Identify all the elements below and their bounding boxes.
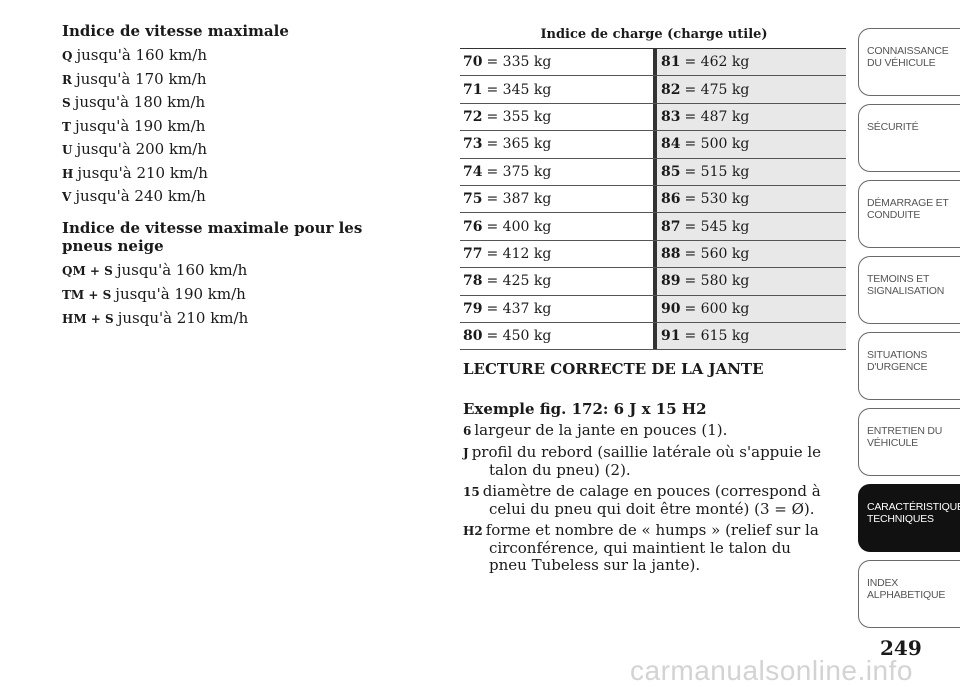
table-cell: 81 = 462 kg (653, 49, 846, 75)
list-item: R jusqu'à 170 km/h (62, 69, 207, 88)
table-cell: 85 = 515 kg (653, 159, 846, 185)
wheel-section (463, 360, 833, 578)
wheel-section-title: LECTURE CORRECTE DE LA JANTE (463, 360, 764, 378)
table-row (460, 213, 846, 240)
table-cell: 70 = 335 kg (463, 54, 552, 71)
table-row (460, 159, 846, 186)
tab-situations-d-urgence[interactable]: SITUATIONS D'URGENCE (858, 332, 960, 400)
page-number: 249 (880, 636, 922, 660)
list-item: T jusqu'à 190 km/h (62, 116, 206, 135)
list-item: 15 diamètre de calage en pouces (correspond à celui du pneu qui doit être monté) (3 = Ø). (463, 482, 821, 518)
load-index-title: Indice de charge (charge utile) (540, 27, 768, 42)
tab-temoins-et-signalisation[interactable]: TEMOINS ET SIGNALISATION (858, 256, 960, 324)
list-item: J profil du rebord (saillie latérale où s'appuie le talon du pneu) (2). (463, 443, 822, 479)
speed-index-list (62, 44, 422, 209)
list-item: Q jusqu'à 160 km/h (62, 46, 207, 64)
snow-index-list (62, 259, 422, 331)
list-item: H jusqu'à 210 km/h (62, 163, 208, 182)
tab-caracteristiques-techniques[interactable]: CARACTÉRISTIQUES TECHNIQUES (858, 484, 960, 552)
table-cell: 75 = 387 kg (463, 191, 552, 208)
table-cell: 77 = 412 kg (463, 245, 552, 262)
table-cell: 80 = 450 kg (463, 328, 552, 345)
table-row (460, 296, 846, 323)
table-cell: 89 = 580 kg (653, 268, 846, 294)
table-cell: 87 = 545 kg (653, 213, 846, 239)
chapter-sidebar (858, 28, 971, 636)
table-row (460, 323, 846, 350)
table-row (460, 76, 846, 103)
list-item: 6 largeur de la jante en pouces (1). (463, 421, 728, 439)
list-item: U jusqu'à 200 km/h (62, 140, 208, 158)
table-cell: 86 = 530 kg (653, 186, 846, 212)
wheel-example: Exemple fig. 172: 6 J x 15 H2 (463, 400, 707, 418)
load-index-table (460, 48, 846, 350)
table-cell: 76 = 400 kg (463, 218, 552, 235)
tab-entretien-du-vehicule[interactable]: ENTRETIEN DU VÉHICULE (858, 408, 960, 476)
table-cell: 79 = 437 kg (463, 300, 552, 317)
list-item: QM + S jusqu'à 160 km/h (62, 260, 248, 279)
table-row (460, 131, 846, 158)
list-item: S jusqu'à 180 km/h (62, 93, 206, 111)
table-row (460, 104, 846, 131)
left-column (62, 22, 422, 331)
table-cell: 71 = 345 kg (463, 81, 552, 98)
snow-index-title: Indice de vitesse maximale pour les pneus neige (62, 218, 363, 255)
table-row (460, 268, 846, 295)
watermark: carmanualsonline.info (630, 655, 913, 686)
table-cell: 82 = 475 kg (653, 76, 846, 102)
list-item: H2 forme et nombre de « humps » (relief sur la circonférence, qui maintient le talon du pneu Tubeless sur la jante). (463, 521, 819, 574)
list-item: V jusqu'à 240 km/h (62, 187, 206, 205)
table-row (460, 186, 846, 213)
tab-connaissance-du-vehicule[interactable]: CONNAISSANCE DU VÉHICULE (858, 28, 960, 96)
list-item: HM + S jusqu'à 210 km/h (62, 308, 249, 327)
table-cell: 90 = 600 kg (653, 296, 846, 322)
tab-index-alphabetique[interactable]: INDEX ALPHABETIQUE (858, 560, 960, 628)
tab-securite[interactable]: SÉCURITÉ (858, 104, 960, 172)
table-row (460, 49, 846, 76)
table-cell: 73 = 365 kg (463, 136, 552, 153)
table-cell: 91 = 615 kg (653, 323, 846, 349)
table-row (460, 241, 846, 268)
table-cell: 88 = 560 kg (653, 241, 846, 267)
table-cell: 74 = 375 kg (463, 163, 552, 180)
table-cell: 78 = 425 kg (463, 273, 552, 290)
table-cell: 83 = 487 kg (653, 104, 846, 130)
table-cell: 84 = 500 kg (653, 131, 846, 157)
list-item: TM + S jusqu'à 190 km/h (62, 284, 246, 303)
speed-index-title: Indice de vitesse maximale (62, 22, 289, 40)
table-cell: 72 = 355 kg (463, 108, 552, 125)
tab-demarrage-et-conduite[interactable]: DÉMARRAGE ET CONDUITE (858, 180, 960, 248)
